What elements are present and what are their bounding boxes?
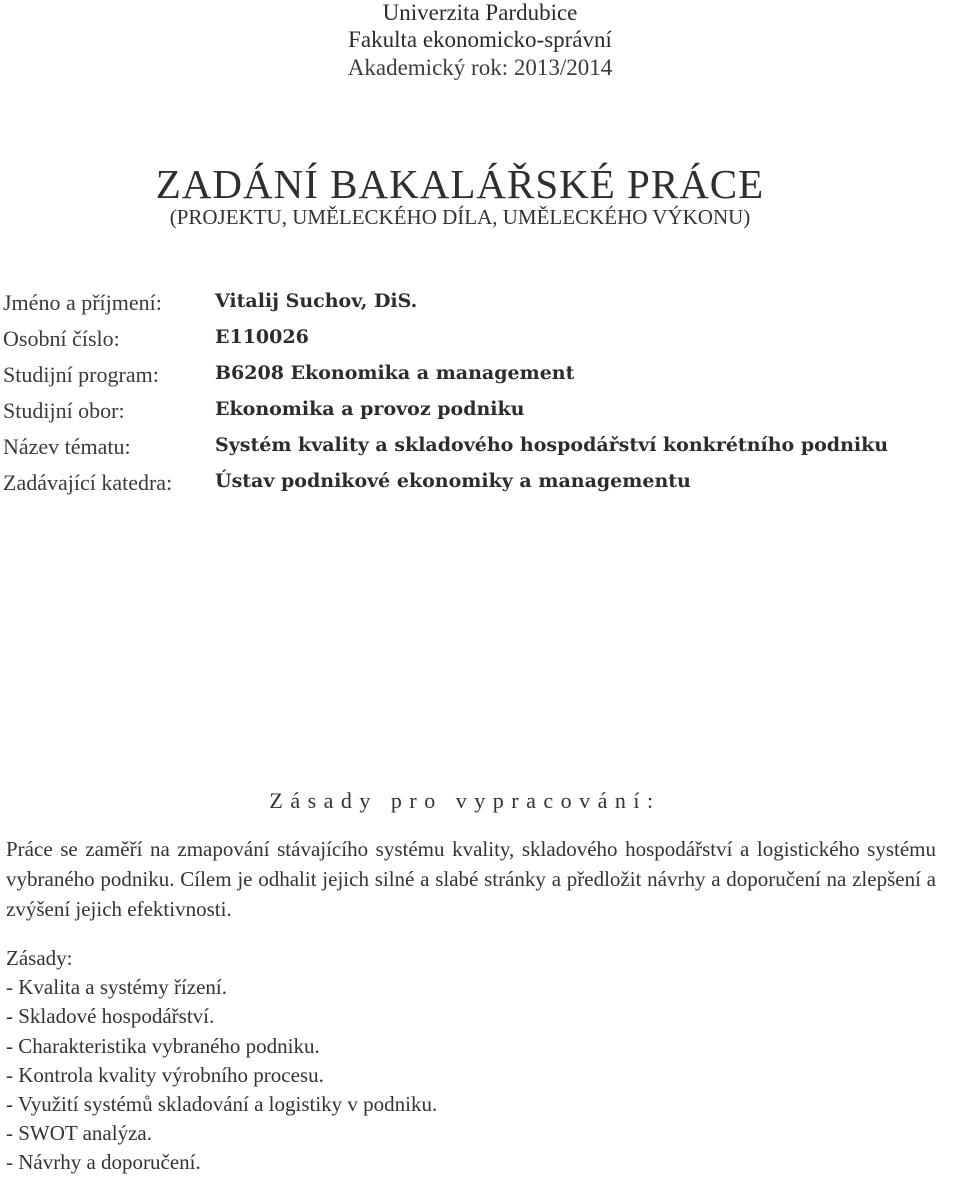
university-name: Univerzita Pardubice xyxy=(382,0,578,25)
student-name: Vitalij Suchov, DiS. xyxy=(215,290,418,312)
guidelines-text: Práce se zaměří na zmapování stávajícího systému kvality, skladového hospodářství a logistického systému vybraného podniku. Cílem je odhalit jejich silné a slabé stránky a předložit návrhy a doporučení na zlepšení a zvýšení jejich efektivnosti. xyxy=(6,837,936,921)
list-item: - Skladové hospodářství. xyxy=(6,1002,437,1031)
list-item: - SWOT analýza. xyxy=(6,1119,437,1148)
info-label: Studijní program: xyxy=(3,362,159,387)
personal-number: E110026 xyxy=(215,326,309,348)
info-label: Osobní číslo: xyxy=(3,326,120,351)
info-label: Zadávající katedra: xyxy=(3,470,173,495)
info-label: Název tématu: xyxy=(3,434,131,459)
page-subtitle: (PROJEKTU, UMĚLECKÉHO DÍLA, UMĚLECKÉHO VÝKONU) xyxy=(169,205,751,229)
list-item: - Návrhy a doporučení. xyxy=(6,1148,437,1177)
list-item: - Kontrola kvality výrobního procesu. xyxy=(6,1061,437,1090)
faculty-name: Fakulta ekonomicko-správní xyxy=(348,27,612,52)
info-row-personal-number xyxy=(3,326,953,362)
info-row-name xyxy=(3,290,953,326)
principles-label: Zásady: xyxy=(6,946,73,970)
info-row-topic xyxy=(3,434,953,470)
info-row-department xyxy=(3,470,953,506)
info-row-study-field xyxy=(3,398,953,434)
list-item: - Charakteristika vybraného podniku. xyxy=(6,1032,437,1061)
principles-list xyxy=(6,973,437,1177)
thesis-topic: Systém kvality a skladového hospodářství konkrétního podniku xyxy=(215,434,889,456)
study-field: Ekonomika a provoz podniku xyxy=(215,398,525,420)
page-title: ZADÁNÍ BAKALÁŘSKÉ PRÁCE xyxy=(155,161,765,207)
principles-section xyxy=(6,944,437,1178)
academic-year: Akademický rok: 2013/2014 xyxy=(347,55,613,80)
list-item: - Kvalita a systémy řízení. xyxy=(6,973,437,1002)
info-label: Jméno a příjmení: xyxy=(3,290,162,315)
info-label: Studijní obor: xyxy=(3,398,125,423)
student-info xyxy=(3,290,953,506)
info-row-study-program xyxy=(3,362,953,398)
assigning-department: Ústav podnikové ekonomiky a managementu xyxy=(215,470,691,492)
guidelines-heading: Zásady pro vypracování: xyxy=(269,788,661,813)
study-program: B6208 Ekonomika a management xyxy=(215,362,575,384)
list-item: - Využití systémů skladování a logistiky v podniku. xyxy=(6,1090,437,1119)
